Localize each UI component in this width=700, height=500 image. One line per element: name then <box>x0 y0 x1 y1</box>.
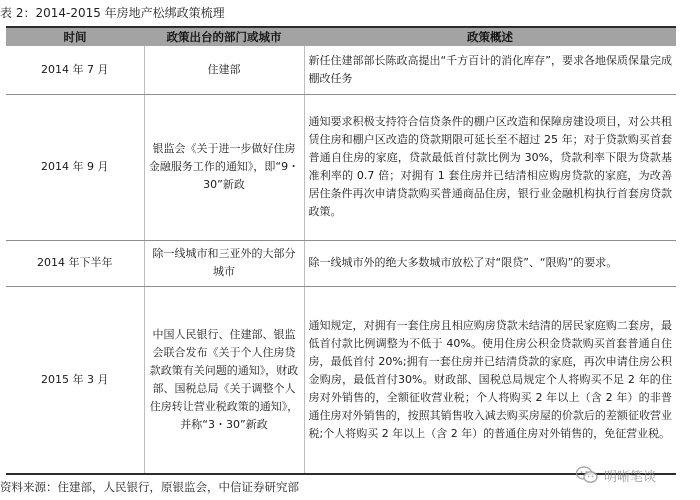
cell-time: 2014 年下半年 <box>6 240 144 286</box>
cell-dept: 银监会《关于进一步做好住房金融服务工作的通知》，即“9・30”新政 <box>144 94 304 240</box>
cell-time: 2014 年 9 月 <box>6 94 144 240</box>
table-caption: 表 2：2014-2015 年房地产松绑政策梳理 <box>0 6 225 20</box>
table-row <box>6 46 676 94</box>
watermark <box>576 464 656 486</box>
header-time: 时间 <box>6 27 144 46</box>
table-header <box>6 27 676 46</box>
cell-dept: 中国人民银行、住建部、银监会联合发布《关于个人住房贷款政策有关问题的通知》，财政部、国税总局《关于调整个人住房转让营业税政策的通知》，并称“3・30”新政 <box>144 286 304 474</box>
cell-dept: 除一线城市和三亚外的大部分城市 <box>144 240 304 286</box>
cell-summary: 通知要求积极支持符合信贷条件的棚户区改造和保障房建设项目，对公共租赁住房和棚户区改造的贷款期限可延长至不超过 25 年；对于贷款购买首套普通自住房的家庭，贷款最低首付款比例为 30%，贷款利率下限为贷款基准利率的 0.7 倍；对拥有 1 套住房并已结清相应购房贷款的家庭，为改善居住条件再次申请贷款购买普通商品住房，银行业金融机构执行首套房贷款政策。 <box>304 94 676 240</box>
cell-dept: 住建部 <box>144 46 304 94</box>
watermark-text: 明晰笔谈 <box>604 469 657 485</box>
header-summary: 政策概述 <box>304 27 676 46</box>
cell-summary: 新任住建部部长陈政高提出“千方百计的消化库存”，要求各地保质保量完成棚改任务 <box>304 46 676 94</box>
cell-summary: 通知规定，对拥有一套住房且相应购房贷款未结清的居民家庭购二套房，最低首付款比例调整为不低于 40%。使用住房公积金贷款购买首套普通自住房，最低首付 20%;拥有一套住房并已结清贷款的家庭，再次申请住房公积金购房，最低首付30%。财政部、国税总局规定个人将购买不足 2 年的住房对外销售的，全额征收营业税；个人将购买 2 年以上（含 2 年）的非普通住房对外销售的，按照其销售收入减去购买房屋的价款后的差额征收营业税;个人将购买 2 年以上（含 2 年）的普通住房对外销售的，免征营业税。 <box>304 286 676 474</box>
table-row <box>6 94 676 240</box>
table-row <box>6 286 676 474</box>
header-dept: 政策出台的部门或城市 <box>144 27 304 46</box>
wechat-icon <box>576 466 598 484</box>
table-row <box>6 240 676 286</box>
cell-time: 2014 年 7 月 <box>6 46 144 94</box>
cell-time: 2015 年 3 月 <box>6 286 144 474</box>
policy-table <box>6 26 676 475</box>
cell-summary: 除一线城市外的绝大多数城市放松了对“限贷”、“限购”的要求。 <box>304 240 676 286</box>
source-note: 资料来源：住建部，人民银行，原银监会，中信证券研究部 <box>0 480 299 494</box>
